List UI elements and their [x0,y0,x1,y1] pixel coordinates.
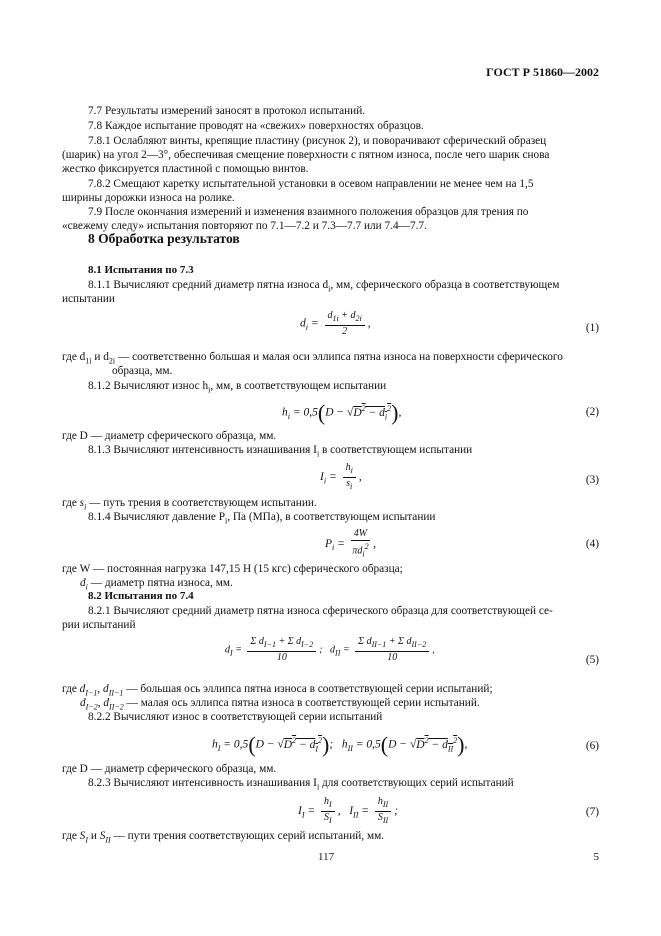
para-8-2-2: 8.2.2 Вычисляют износ в соответствующей серии испытаний [88,711,383,723]
where-1: где $d_{1i}$ и $d_{2i}$ — соответственно большая и малая оси эллипса пятна износа на поверхности сферического [62,351,563,366]
section-8-1-title: 8.1 Испытания по 7.3 [88,264,194,276]
para-8-2-1-cont: рии испытаний [62,619,136,631]
equation-5: $d_I$ = $\frac{\Sigma d_{I-1} + \Sigma d_{I-2}}{10}$ ; $d_{II}$ = $\frac{\Sigma d_{II-1} + \Sigma d_{II-2}}{10}$ , [225,636,435,663]
para-7-8-2: 7.8.2 Смещают каретку испытательной установки в осевом направлении не менее чем на 1,5 [88,178,534,190]
where-4a: где W — постоянная нагрузка 147,15 Н (15 кгс) сферического образца; [62,563,403,575]
equation-2-number: (2) [585,406,599,418]
equation-3: $I_i$ = $\frac{h_i}{s_i}$ , [320,462,362,491]
where-4b: $d_i$ — диаметр пятна износа, мм. [80,577,233,592]
equation-3-number: (3) [585,474,599,486]
para-8-1-1-cont: испытании [62,293,115,305]
para-8-1-3: 8.1.3 Вычисляют интенсивность изнашивания $I_i$ в соответствующем испытании [88,444,473,459]
equation-6-number: (6) [585,740,599,752]
para-7-9: 7.9 После окончания измерений и изменения взаимного положения образцов для трения по [88,206,529,218]
para-7-9-cont: «свежему следу» испытания повторяют по 7.1—7.2 и 7.3—7.7 или 7.4—7.7. [62,220,427,232]
where-6: где D — диаметр сферического образца, мм. [62,763,277,775]
equation-7: $I_I$ = $\frac{h_I}{S_I}$ , $I_{II}$ = $\frac{h_{II}}{S_{II}}$ ; [298,796,399,825]
equation-4-number: (4) [585,538,599,550]
where-1-cont: образца, мм. [112,365,173,377]
para-8-1-4: 8.1.4 Вычисляют давление $P_i$, Па (МПа), в соответствующем испытании [88,511,436,526]
section-8-2-title: 8.2 Испытания по 7.4 [88,590,194,602]
para-8-1-2: 8.1.2 Вычисляют износ $h_i$, мм, в соответствующем испытании [88,380,387,395]
equation-7-number: (7) [585,806,599,818]
equation-1: $d_i$ = $\frac{d_{1i} + d_{2i}}{2}$ , [300,310,371,337]
para-8-2-3: 8.2.3 Вычисляют интенсивность изнашивания $I_i$ для соответствующих серий испытаний [88,777,514,792]
where-7: где $S_I$ и $S_{II}$ — пути трения соответствующих серий испытаний, мм. [62,830,385,845]
para-7-8: 7.8 Каждое испытание проводят на «свежих» поверхностях образцов. [88,120,424,132]
section-8-title: 8 Обработка результатов [88,231,240,246]
document-header: ГОСТ Р 51860—2002 [486,65,599,79]
where-5a: где $d_{I-1}$, $d_{II-1}$ — большая ось эллипса пятна износа в соответствующей серии испытаний; [62,683,493,698]
para-8-2-1: 8.2.1 Вычисляют средний диаметр пятна износа сферического образца для соответствующей се- [88,605,553,617]
para-7-8-1: 7.8.1 Ослабляют винты, крепящие пластину (рисунок 2), и поворачивают сферический образец [88,135,547,147]
page-number-center: 117 [318,851,335,863]
para-7-8-1-cont: (шарик) на угол 2—3°, обеспечивая смещение поверхности с пятном износа, после чего шарик снова [62,149,550,161]
equation-4: $P_i$ = $\frac{4W}{\pi d_i^2}$ , [325,528,376,559]
para-8-1-1: 8.1.1 Вычисляют средний диаметр пятна износа $d_i$, мм, сферического образца в соответствующем [88,279,560,294]
equation-2: $h_i = 0,5(D - √D^2 - d_i^2)$, [282,400,402,425]
para-7-8-2-cont: ширины дорожки износа на ролике. [62,192,235,204]
equation-1-number: (1) [585,322,599,334]
para-7-7: 7.7 Результаты измерений заносят в протокол испытаний. [88,105,366,117]
para-7-8-1-cont2: жестко фиксируется пластиной с помощью винтов. [62,163,309,175]
equation-6: $h_I = 0,5(D - √D^2 - d_I^2)$; $h_{II} = 0,5(D - √D^2 - d_{II}^2)$, [212,732,468,757]
where-2: где D — диаметр сферического образца, мм. [62,430,277,442]
where-3: где $s_i$ — путь трения в соответствующем испытании. [62,497,317,512]
where-5b: $d_{I-2}$, $d_{II-2}$ — малая ось эллипса пятна износа в соответствующей серии испытаний. [80,697,480,712]
equation-5-number: (5) [585,654,599,666]
page-number-right: 5 [593,851,599,863]
